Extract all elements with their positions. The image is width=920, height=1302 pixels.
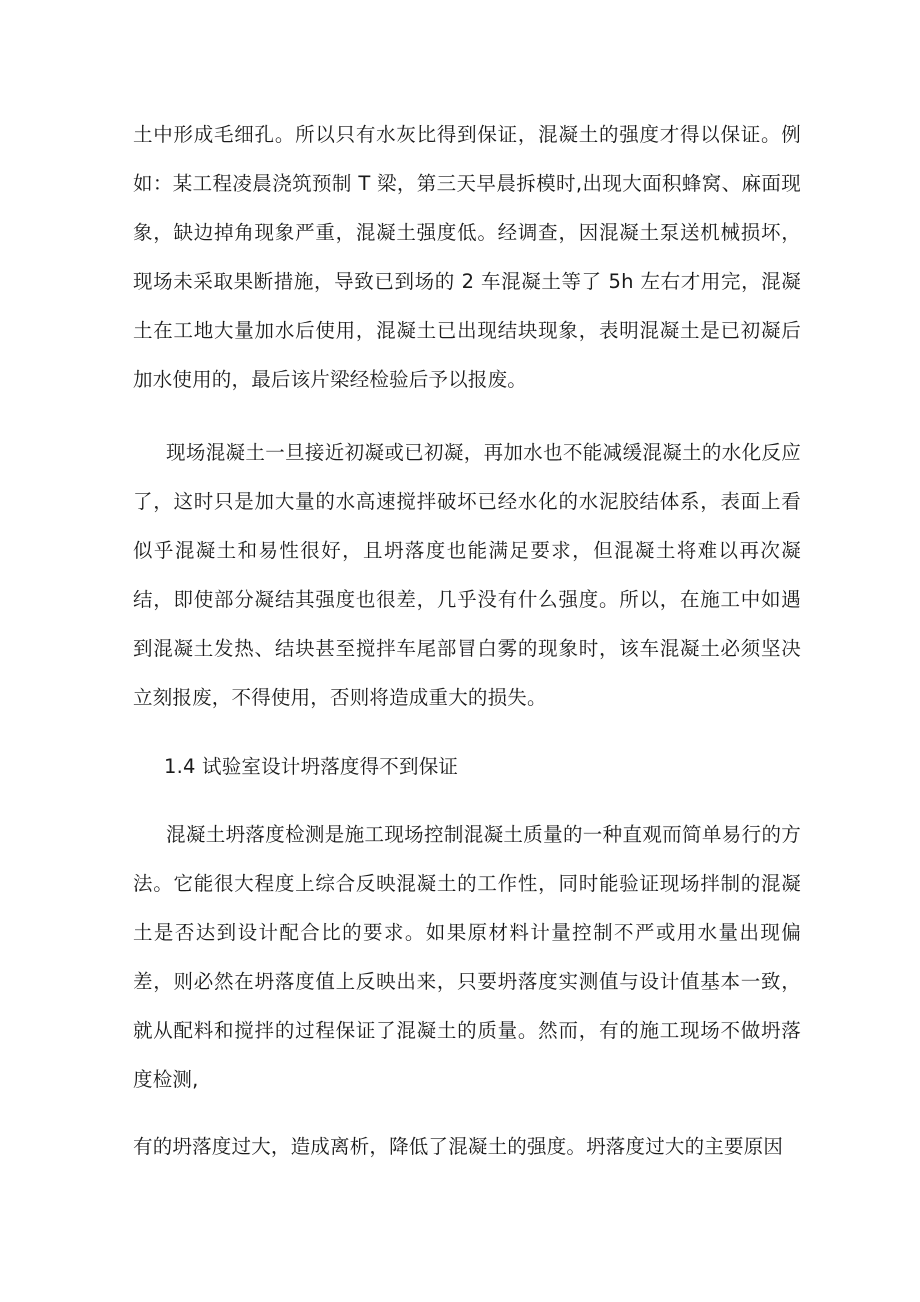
- paragraph-slump-test: 混凝土坍落度检测是施工现场控制混凝土质量的一种直观而简单易行的方法。它能很大程度上综合反映混凝土的工作性，同时能验证现场拌制的混凝土是否达到设计配合比的要求。如果原材料计量控制不严或用水量出现偏差，则必然在坍落度值上反映出来，只要坍落度实测值与设计值基本一致，就从配料和搅拌的过程保证了混凝土的质量。然而，有的施工现场不做坍落度检测,: [133, 823, 801, 1091]
- section-heading-1-4: 1.4 试验室设计坍落度得不到保证: [164, 755, 459, 778]
- paragraph-initial-setting: 现场混凝土一旦接近初凝或已初凝，再加水也不能减缓混凝土的水化反应了，这时只是加大量的水高速搅拌破坏已经水化的水泥胶结体系，表面上看似乎混凝土和易性很好，且坍落度也能满足要求，但混凝土将难以再次凝结，即使部分凝结其强度也很差，几乎没有什么强度。所以，在施工中如遇到混凝土发热、结块甚至搅拌车尾部冒白雾的现象时，该车混凝土必须坚决立刻报废，不得使用，否则将造成重大的损失。: [133, 441, 801, 709]
- paragraph-water-cement-ratio: 土中形成毛细孔。所以只有水灰比得到保证，混凝土的强度才得以保证。例如：某工程凌晨浇筑预制 T 梁，第三天早晨拆模时,出现大面积蜂窝、麻面现象，缺边掉角现象严重，混凝土强度低。经调查，因混凝土泵送机械损坏，现场未采取果断措施，导致已到场的 2 车混凝土等了 5h 左右才用完，混凝土在工地大量加水后使用，混凝土已出现结块现象，表明混凝土是已初凝后加水使用的，最后该片梁经检验后予以报废。: [133, 123, 801, 391]
- paragraph-slump-too-large: 有的坍落度过大，造成离析，降低了混凝土的强度。坍落度过大的主要原因: [133, 1135, 784, 1158]
